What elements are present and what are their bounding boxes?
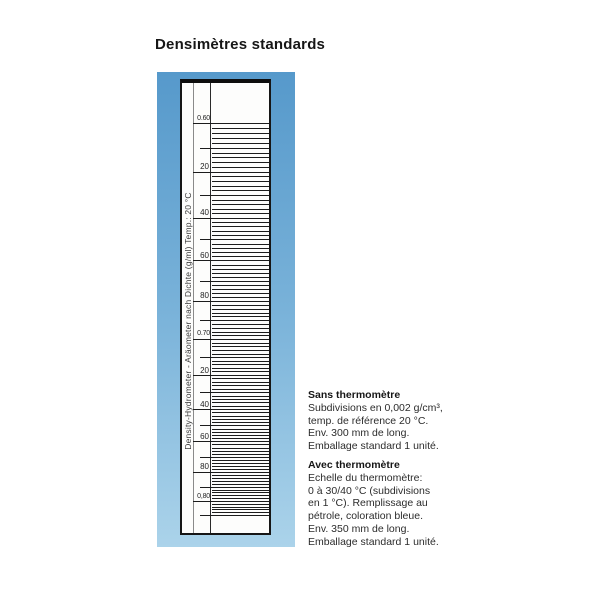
- product-text-line: Env. 300 mm de long.: [308, 427, 410, 440]
- scale-minor-tick: [212, 226, 269, 227]
- scale-minor-tick: [212, 181, 269, 182]
- scale-minor-tick: [212, 438, 269, 439]
- scale-mid-tick: [200, 320, 269, 321]
- scale-minor-tick: [212, 435, 269, 436]
- scale-minor-tick: [212, 309, 269, 310]
- product-text-line: Emballage standard 1 unité.: [308, 440, 439, 453]
- scale-mid-tick: [200, 425, 269, 426]
- scale-tick-label: 60: [200, 432, 209, 441]
- product-text-line: 0 à 30/40 °C (subdivisions: [308, 484, 431, 497]
- scale-minor-tick: [212, 364, 269, 365]
- scale-tick-label: 20: [200, 162, 209, 171]
- scale-major-tick: [193, 123, 269, 124]
- scale-minor-tick: [212, 451, 269, 452]
- scale-mid-tick: [200, 515, 269, 516]
- scale-minor-tick: [212, 289, 269, 290]
- scale-minor-tick: [212, 368, 269, 369]
- scale-tick-label: 40: [200, 208, 209, 217]
- scale-mid-tick: [200, 148, 269, 149]
- scale-tick-label: 0.60: [197, 115, 210, 122]
- scale-mid-tick: [200, 487, 269, 488]
- hydrometer-photo: [157, 72, 295, 547]
- scale-minor-tick: [212, 256, 269, 257]
- product-title: Avec thermomètre: [308, 458, 400, 471]
- scale-minor-tick: [212, 200, 269, 201]
- scale-major-tick: [193, 409, 269, 410]
- scale-minor-tick: [212, 463, 269, 464]
- scale-mid-tick: [200, 195, 269, 196]
- scale-minor-tick: [212, 343, 269, 344]
- scale-minor-tick: [212, 157, 269, 158]
- scale-major-tick: [193, 375, 269, 376]
- scale-minor-tick: [212, 454, 269, 455]
- scale-minor-tick: [212, 176, 269, 177]
- scale-major-tick: [193, 472, 269, 473]
- scale-tick-label: 0.70: [197, 330, 210, 337]
- scale-minor-tick: [212, 406, 269, 407]
- scale-minor-tick: [212, 297, 269, 298]
- scale-minor-tick: [212, 128, 269, 129]
- scale-minor-tick: [212, 269, 269, 270]
- scale-minor-tick: [212, 490, 269, 491]
- scale-minor-tick: [212, 512, 269, 513]
- scale-mid-tick: [200, 239, 269, 240]
- scale-minor-tick: [212, 313, 269, 314]
- scale-minor-tick: [212, 143, 269, 144]
- product-text-line: Env. 350 mm de long.: [308, 522, 410, 535]
- scale-minor-tick: [212, 186, 269, 187]
- scale-minor-tick: [212, 412, 269, 413]
- scale-minor-tick: [212, 222, 269, 223]
- scale-major-tick: [193, 441, 269, 442]
- scale-minor-tick: [212, 231, 269, 232]
- scale-major-tick: [193, 339, 269, 340]
- scale-minor-tick: [212, 460, 269, 461]
- scale-minor-tick: [212, 382, 269, 383]
- scale-minor-tick: [212, 190, 269, 191]
- product-text-line: pétrole, coloration bleue.: [308, 510, 423, 523]
- scale-minor-tick: [212, 167, 269, 168]
- scale-tick-label: 20: [200, 366, 209, 375]
- scale-mid-tick: [200, 457, 269, 458]
- scale-major-tick: [193, 218, 269, 219]
- scale-mid-tick: [200, 392, 269, 393]
- scale-minor-tick: [212, 495, 269, 496]
- scale-major-tick: [193, 172, 269, 173]
- scale-minor-tick: [212, 509, 269, 510]
- scale-minor-tick: [212, 153, 269, 154]
- scale-minor-tick: [212, 277, 269, 278]
- scale-minor-tick: [212, 389, 269, 390]
- scale-minor-tick: [212, 293, 269, 294]
- scale-minor-tick: [212, 507, 269, 508]
- scale-minor-tick: [212, 475, 269, 476]
- scale-minor-tick: [212, 350, 269, 351]
- scale-minor-tick: [212, 328, 269, 329]
- scale-minor-tick: [212, 432, 269, 433]
- scale-minor-tick: [212, 478, 269, 479]
- scale-minor-tick: [212, 244, 269, 245]
- scale-minor-tick: [212, 335, 269, 336]
- scale-tick-label: 0,80: [197, 493, 210, 500]
- product-text-line: en 1 °C). Remplissage au: [308, 497, 428, 510]
- scale-minor-tick: [212, 399, 269, 400]
- scale-minor-tick: [212, 416, 269, 417]
- scale-minor-tick: [212, 469, 269, 470]
- scale-minor-tick: [212, 204, 269, 205]
- scale-minor-tick: [212, 133, 269, 134]
- product-title: Sans thermomètre: [308, 389, 401, 401]
- scale-minor-tick: [212, 504, 269, 505]
- scale-major-tick: [193, 501, 269, 502]
- scale-tick-label: 80: [200, 462, 209, 471]
- product-text-line: Echelle du thermomètre:: [308, 471, 423, 484]
- scale-axis-title-wrap: [182, 125, 193, 517]
- product-block-without-thermometer: [308, 389, 468, 453]
- scale-minor-tick: [212, 422, 269, 423]
- hydrometer-scale: [180, 79, 271, 535]
- scale-minor-tick: [212, 492, 269, 493]
- scale-minor-tick: [212, 346, 269, 347]
- scale-axis-title: Density-Hydrometer - Aräometer nach Dichte (g/ml) Temp.: 20 °C: [183, 192, 193, 450]
- scale-minor-tick: [212, 481, 269, 482]
- scale-minor-tick: [212, 385, 269, 386]
- scale-tick-label: 60: [200, 251, 209, 260]
- scale-minor-tick: [212, 209, 269, 210]
- scale-minor-tick: [212, 448, 269, 449]
- page-title: Densimètres standards: [155, 36, 326, 53]
- scale-column-divider-right: [210, 83, 211, 533]
- scale-minor-tick: [212, 316, 269, 317]
- scale-major-tick: [193, 260, 269, 261]
- scale-minor-tick: [212, 213, 269, 214]
- product-text-line: Emballage standard 1 unité.: [308, 535, 439, 548]
- scale-minor-tick: [212, 484, 269, 485]
- scale-minor-tick: [212, 371, 269, 372]
- scale-minor-tick: [212, 466, 269, 467]
- scale-minor-tick: [212, 273, 269, 274]
- scale-mid-tick: [200, 281, 269, 282]
- scale-minor-tick: [212, 429, 269, 430]
- scale-minor-tick: [212, 444, 269, 445]
- scale-minor-tick: [212, 378, 269, 379]
- scale-minor-tick: [212, 402, 269, 403]
- scale-minor-tick: [212, 354, 269, 355]
- scale-minor-tick: [212, 305, 269, 306]
- hydrometer-scale-graduations: [182, 83, 269, 533]
- product-text-line: temp. de référence 20 °C.: [308, 414, 429, 427]
- scale-tick-label: 80: [200, 291, 209, 300]
- scale-minor-tick: [212, 498, 269, 499]
- scale-tick-label: 40: [200, 400, 209, 409]
- product-description-column: [308, 389, 468, 555]
- product-block-with-thermometer: [308, 459, 468, 549]
- scale-minor-tick: [212, 419, 269, 420]
- scale-minor-tick: [212, 138, 269, 139]
- scale-minor-tick: [212, 324, 269, 325]
- scale-minor-tick: [212, 265, 269, 266]
- scale-minor-tick: [212, 248, 269, 249]
- scale-minor-tick: [212, 361, 269, 362]
- scale-minor-tick: [212, 396, 269, 397]
- product-text: [308, 472, 468, 549]
- scale-major-tick: [193, 301, 269, 302]
- scale-minor-tick: [212, 332, 269, 333]
- product-text: [308, 402, 468, 453]
- product-text-line: Subdivisions en 0,002 g/cm³,: [308, 401, 443, 414]
- scale-minor-tick: [212, 235, 269, 236]
- scale-mid-tick: [200, 357, 269, 358]
- scale-minor-tick: [212, 252, 269, 253]
- scale-minor-tick: [212, 162, 269, 163]
- scale-minor-tick: [212, 285, 269, 286]
